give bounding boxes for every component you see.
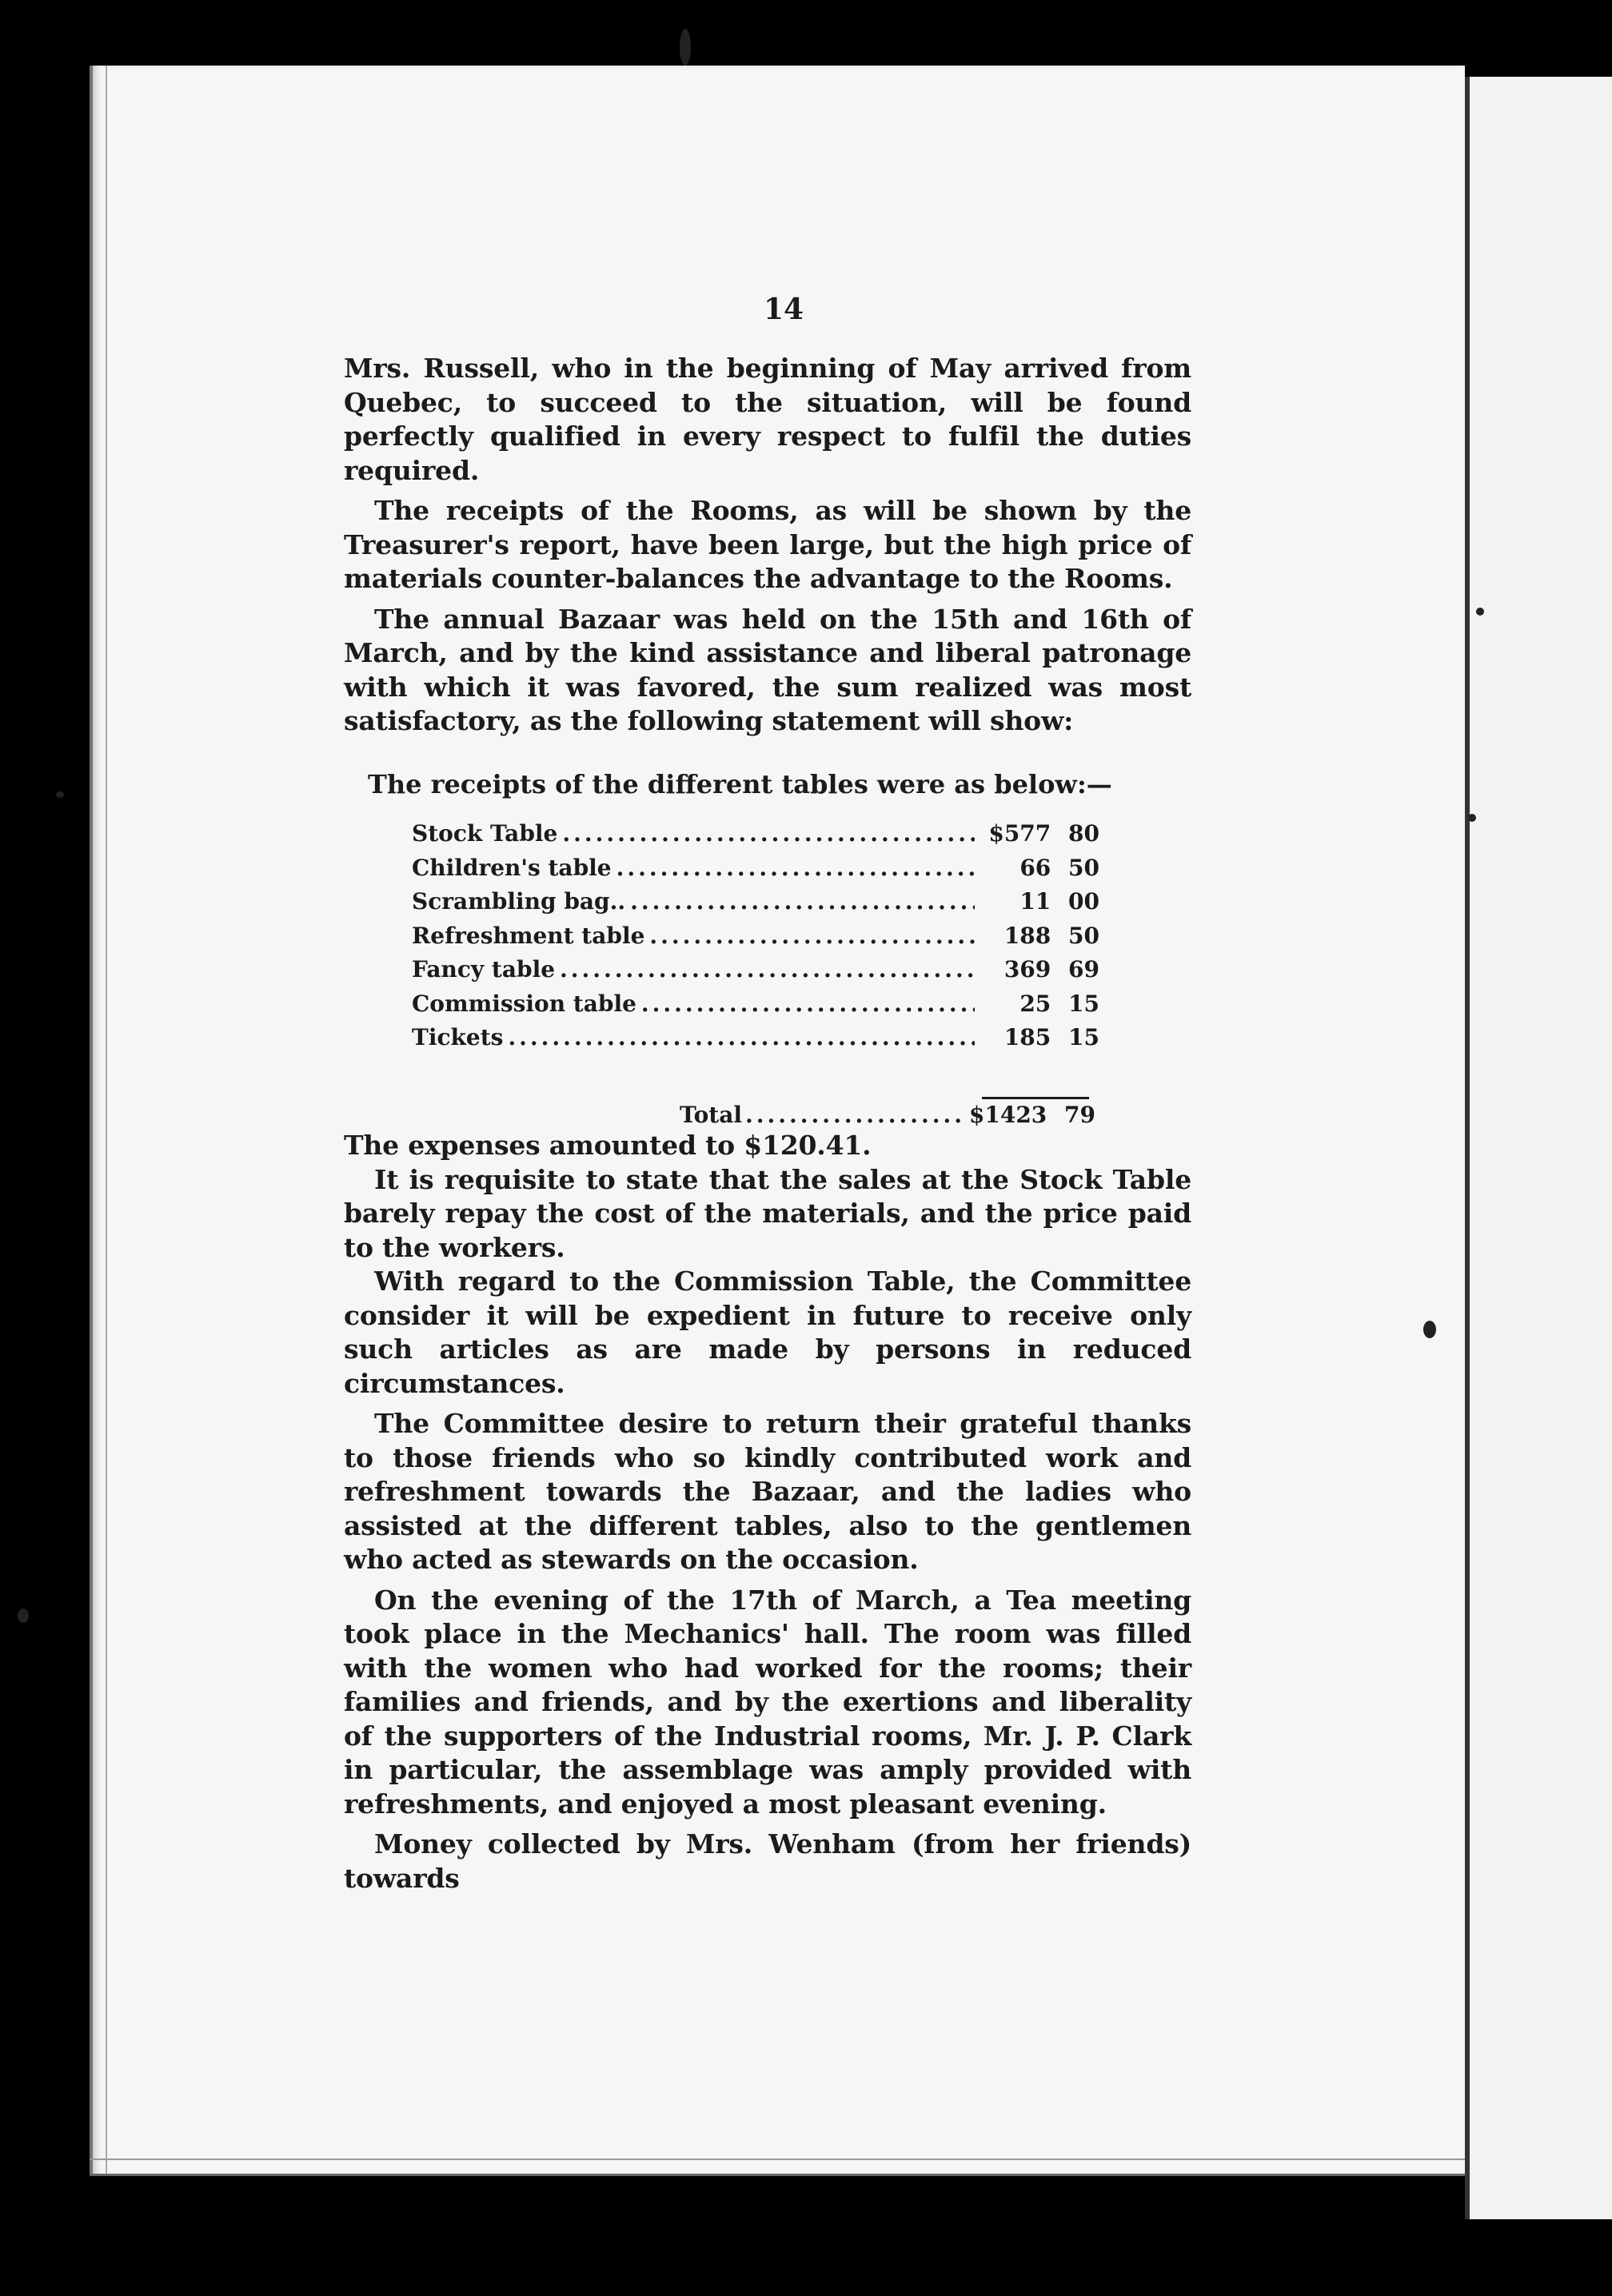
paragraph: Money collected by Mrs. Wenham (from her friends) towards <box>344 1828 1191 1894</box>
leader-dots <box>641 991 975 1017</box>
ledger-row <box>412 855 1099 889</box>
ledger-row <box>412 991 1099 1025</box>
ledger-amount: 369 69 <box>1004 956 1099 983</box>
margin-speck <box>1423 1321 1436 1338</box>
leader-dots <box>630 888 975 915</box>
paragraph: With regard to the Commission Table, the Committee consider it will be expedient in future to receive only such articles as are made by persons in reduced circumstances. <box>344 1266 1191 1399</box>
leader-dots <box>560 956 975 983</box>
leader-dots <box>745 1102 966 1128</box>
ledger-label: Commission table <box>412 990 636 1017</box>
paragraph: The annual Bazaar was held on the 15th and 16th of March, and by the kind assistance and liberal patronage with which it was favored, the sum realized was most satisfactory, as the following statement will show: <box>344 603 1191 736</box>
page-number: 14 <box>763 293 804 326</box>
margin-speck <box>56 791 64 798</box>
leader-dots <box>616 855 975 881</box>
total-label: Total <box>680 1102 743 1128</box>
paragraph: Mrs. Russell, who in the beginning of May arrived from Quebec, to succeed to the situation, will be found perfectly qualified in every respect to fulfil the duties required. <box>344 353 1191 486</box>
margin-speck <box>1468 814 1476 822</box>
margin-speck <box>18 1608 29 1623</box>
margin-speck <box>680 29 691 66</box>
adjacent-page-strip <box>1465 77 1612 2219</box>
ledger-row <box>412 1024 1099 1058</box>
leader-dots <box>508 1024 975 1050</box>
paragraph: On the evening of the 17th of March, a Tea meeting took place in the Mechanics' hall. The room was filled with the women who had worked for the rooms; their families and friends, and by the exertions and liberality of the supporters of the Industrial rooms, Mr. J. P. Clark in particular, the assemblage was amply provided with refreshments, and enjoyed a most pleasant evening. <box>344 1584 1191 1820</box>
ledger-label: Fancy table <box>412 956 556 983</box>
ledger-total-row <box>680 1102 1095 1128</box>
paragraph: The Committee desire to return their grateful thanks to those friends who so kindly contributed work and refreshment towards the Bazaar, and the ladies who assisted at the different tables, also to the gentlemen who acted as stewards on the occasion. <box>344 1408 1191 1575</box>
ledger-amount: 66 50 <box>1019 854 1099 881</box>
ledger-amount: 11 00 <box>1019 888 1099 915</box>
ledger-row <box>412 923 1099 957</box>
ledger-label: Scrambling bag.. <box>412 888 626 915</box>
ledger-amount: $577 80 <box>988 820 1099 847</box>
page-left-edge <box>90 66 107 2176</box>
leader-dots <box>562 820 975 847</box>
total-rule <box>982 1097 1089 1099</box>
ledger-label: Stock Table <box>412 820 558 847</box>
ledger-amount: 25 15 <box>1019 990 1099 1017</box>
margin-speck <box>1476 608 1484 616</box>
ledger-amount: 185 15 <box>1004 1024 1099 1050</box>
receipts-ledger <box>412 820 1099 1058</box>
ledger-row <box>412 956 1099 991</box>
ledger-label: Refreshment table <box>412 922 645 949</box>
paragraph: The expenses amounted to $120.41. <box>344 1130 872 1161</box>
leader-dots <box>649 923 975 949</box>
receipts-intro: The receipts of the different tables were as below:— <box>368 769 1112 799</box>
page-bottom-edge <box>90 2158 1465 2176</box>
ledger-amount: 188 50 <box>1004 922 1099 949</box>
ledger-row <box>412 820 1099 855</box>
ledger-row <box>412 888 1099 923</box>
paragraph: It is requisite to state that the sales at the Stock Table barely repay the cost of the materials, and the price paid to the workers. <box>344 1163 1191 1263</box>
total-amount: $1423 79 <box>968 1102 1095 1128</box>
ledger-label: Tickets <box>412 1024 504 1050</box>
body-bottom <box>344 1129 1191 1895</box>
ledger-label: Children's table <box>412 854 612 881</box>
paragraph: The receipts of the Rooms, as will be shown by the Treasurer's report, have been large, but the high price of materials counter-balances the advantage to the Rooms. <box>344 495 1191 594</box>
body-top <box>344 352 1191 739</box>
